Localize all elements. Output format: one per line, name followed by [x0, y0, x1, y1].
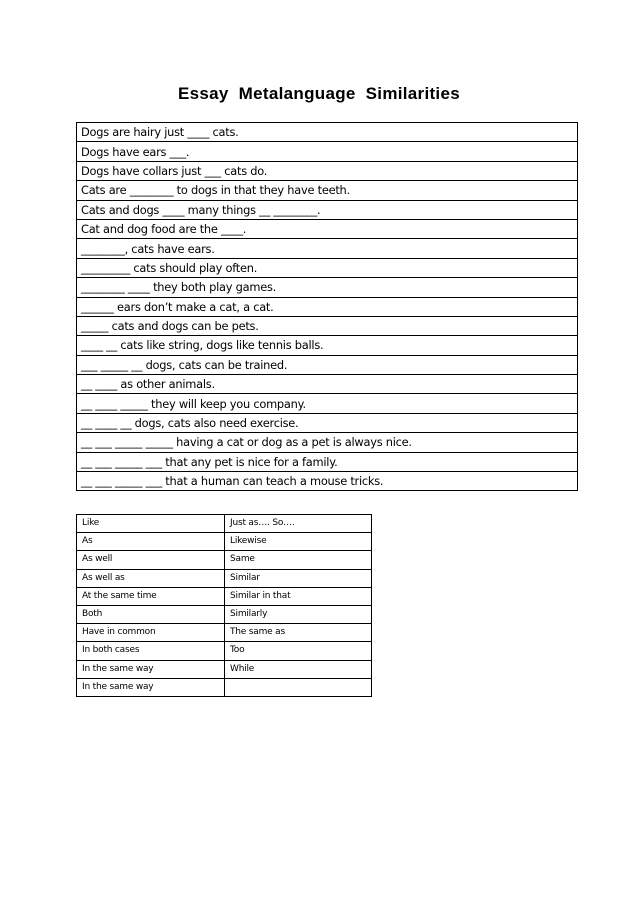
document-title: Essay Metalanguage Similarities [178, 84, 460, 103]
table-row [77, 624, 372, 642]
table-row [77, 587, 372, 605]
table-row [77, 181, 578, 200]
sentence-cell: __ ___ _____ _____ having a cat or dog as a pet is always nice. [77, 433, 578, 452]
sentence-cell: Cat and dog food are the ____. [77, 219, 578, 238]
phrase-cell: Same [225, 551, 372, 569]
table-row [77, 551, 372, 569]
table-row [77, 394, 578, 413]
phrase-cell: In both cases [77, 642, 225, 660]
table-row [77, 660, 372, 678]
phrase-cell: At the same time [77, 587, 225, 605]
sentence-cell: _________ cats should play often. [77, 258, 578, 277]
sentence-cell: Dogs have collars just ___ cats do. [77, 161, 578, 180]
phrase-cell: As well as [77, 569, 225, 587]
phrase-cell: Similarly [225, 605, 372, 623]
table-row [77, 515, 372, 533]
phrase-cell: As [77, 533, 225, 551]
sentence-cell: ______ ears don’t make a cat, a cat. [77, 297, 578, 316]
table-row [77, 605, 372, 623]
sentence-cell: __ ___ _____ ___ that any pet is nice for a family. [77, 452, 578, 471]
table-row [77, 452, 578, 471]
table-row [77, 336, 578, 355]
phrase-cell: The same as [225, 624, 372, 642]
sentence-cell: Cats are ________ to dogs in that they have teeth. [77, 181, 578, 200]
sentence-cell: ____ __ cats like string, dogs like tennis balls. [77, 336, 578, 355]
sentences-table [76, 122, 578, 491]
phrase-cell: As well [77, 551, 225, 569]
sentence-cell: __ ___ _____ ___ that a human can teach a mouse tricks. [77, 472, 578, 491]
table-row [77, 123, 578, 142]
table-row [77, 219, 578, 238]
phrase-cell: Similar in that [225, 587, 372, 605]
phrase-cell: Both [77, 605, 225, 623]
table-row [77, 316, 578, 335]
table-row [77, 375, 578, 394]
table-row [77, 355, 578, 374]
phrase-cell: Just as…. So…. [225, 515, 372, 533]
sentence-cell: Dogs are hairy just ____ cats. [77, 123, 578, 142]
table-row [77, 161, 578, 180]
phrase-cell: Similar [225, 569, 372, 587]
sentence-cell: ________, cats have ears. [77, 239, 578, 258]
sentence-cell: __ ____ _____ they will keep you company. [77, 394, 578, 413]
phrases-table [76, 514, 372, 697]
phrase-cell: While [225, 660, 372, 678]
table-row [77, 200, 578, 219]
table-row [77, 678, 372, 696]
sentence-cell: Dogs have ears ___. [77, 142, 578, 161]
table-row [77, 642, 372, 660]
sentence-cell: ________ ____ they both play games. [77, 278, 578, 297]
phrase-cell: Too [225, 642, 372, 660]
phrase-cell: Like [77, 515, 225, 533]
table-row [77, 258, 578, 277]
phrase-cell: Likewise [225, 533, 372, 551]
sentence-cell: __ ____ as other animals. [77, 375, 578, 394]
table-row [77, 433, 578, 452]
table-row [77, 533, 372, 551]
phrase-cell: In the same way [77, 660, 225, 678]
phrase-cell: Have in common [77, 624, 225, 642]
table-row [77, 278, 578, 297]
table-row [77, 142, 578, 161]
sentence-cell: ___ _____ __ dogs, cats can be trained. [77, 355, 578, 374]
table-row [77, 413, 578, 432]
sentence-cell: Cats and dogs ____ many things __ ________. [77, 200, 578, 219]
table-row [77, 297, 578, 316]
table-row [77, 239, 578, 258]
table-row [77, 472, 578, 491]
phrase-cell: In the same way [77, 678, 225, 696]
sentence-cell: _____ cats and dogs can be pets. [77, 316, 578, 335]
phrase-cell [225, 678, 372, 696]
sentence-cell: __ ____ __ dogs, cats also need exercise. [77, 413, 578, 432]
table-row [77, 569, 372, 587]
